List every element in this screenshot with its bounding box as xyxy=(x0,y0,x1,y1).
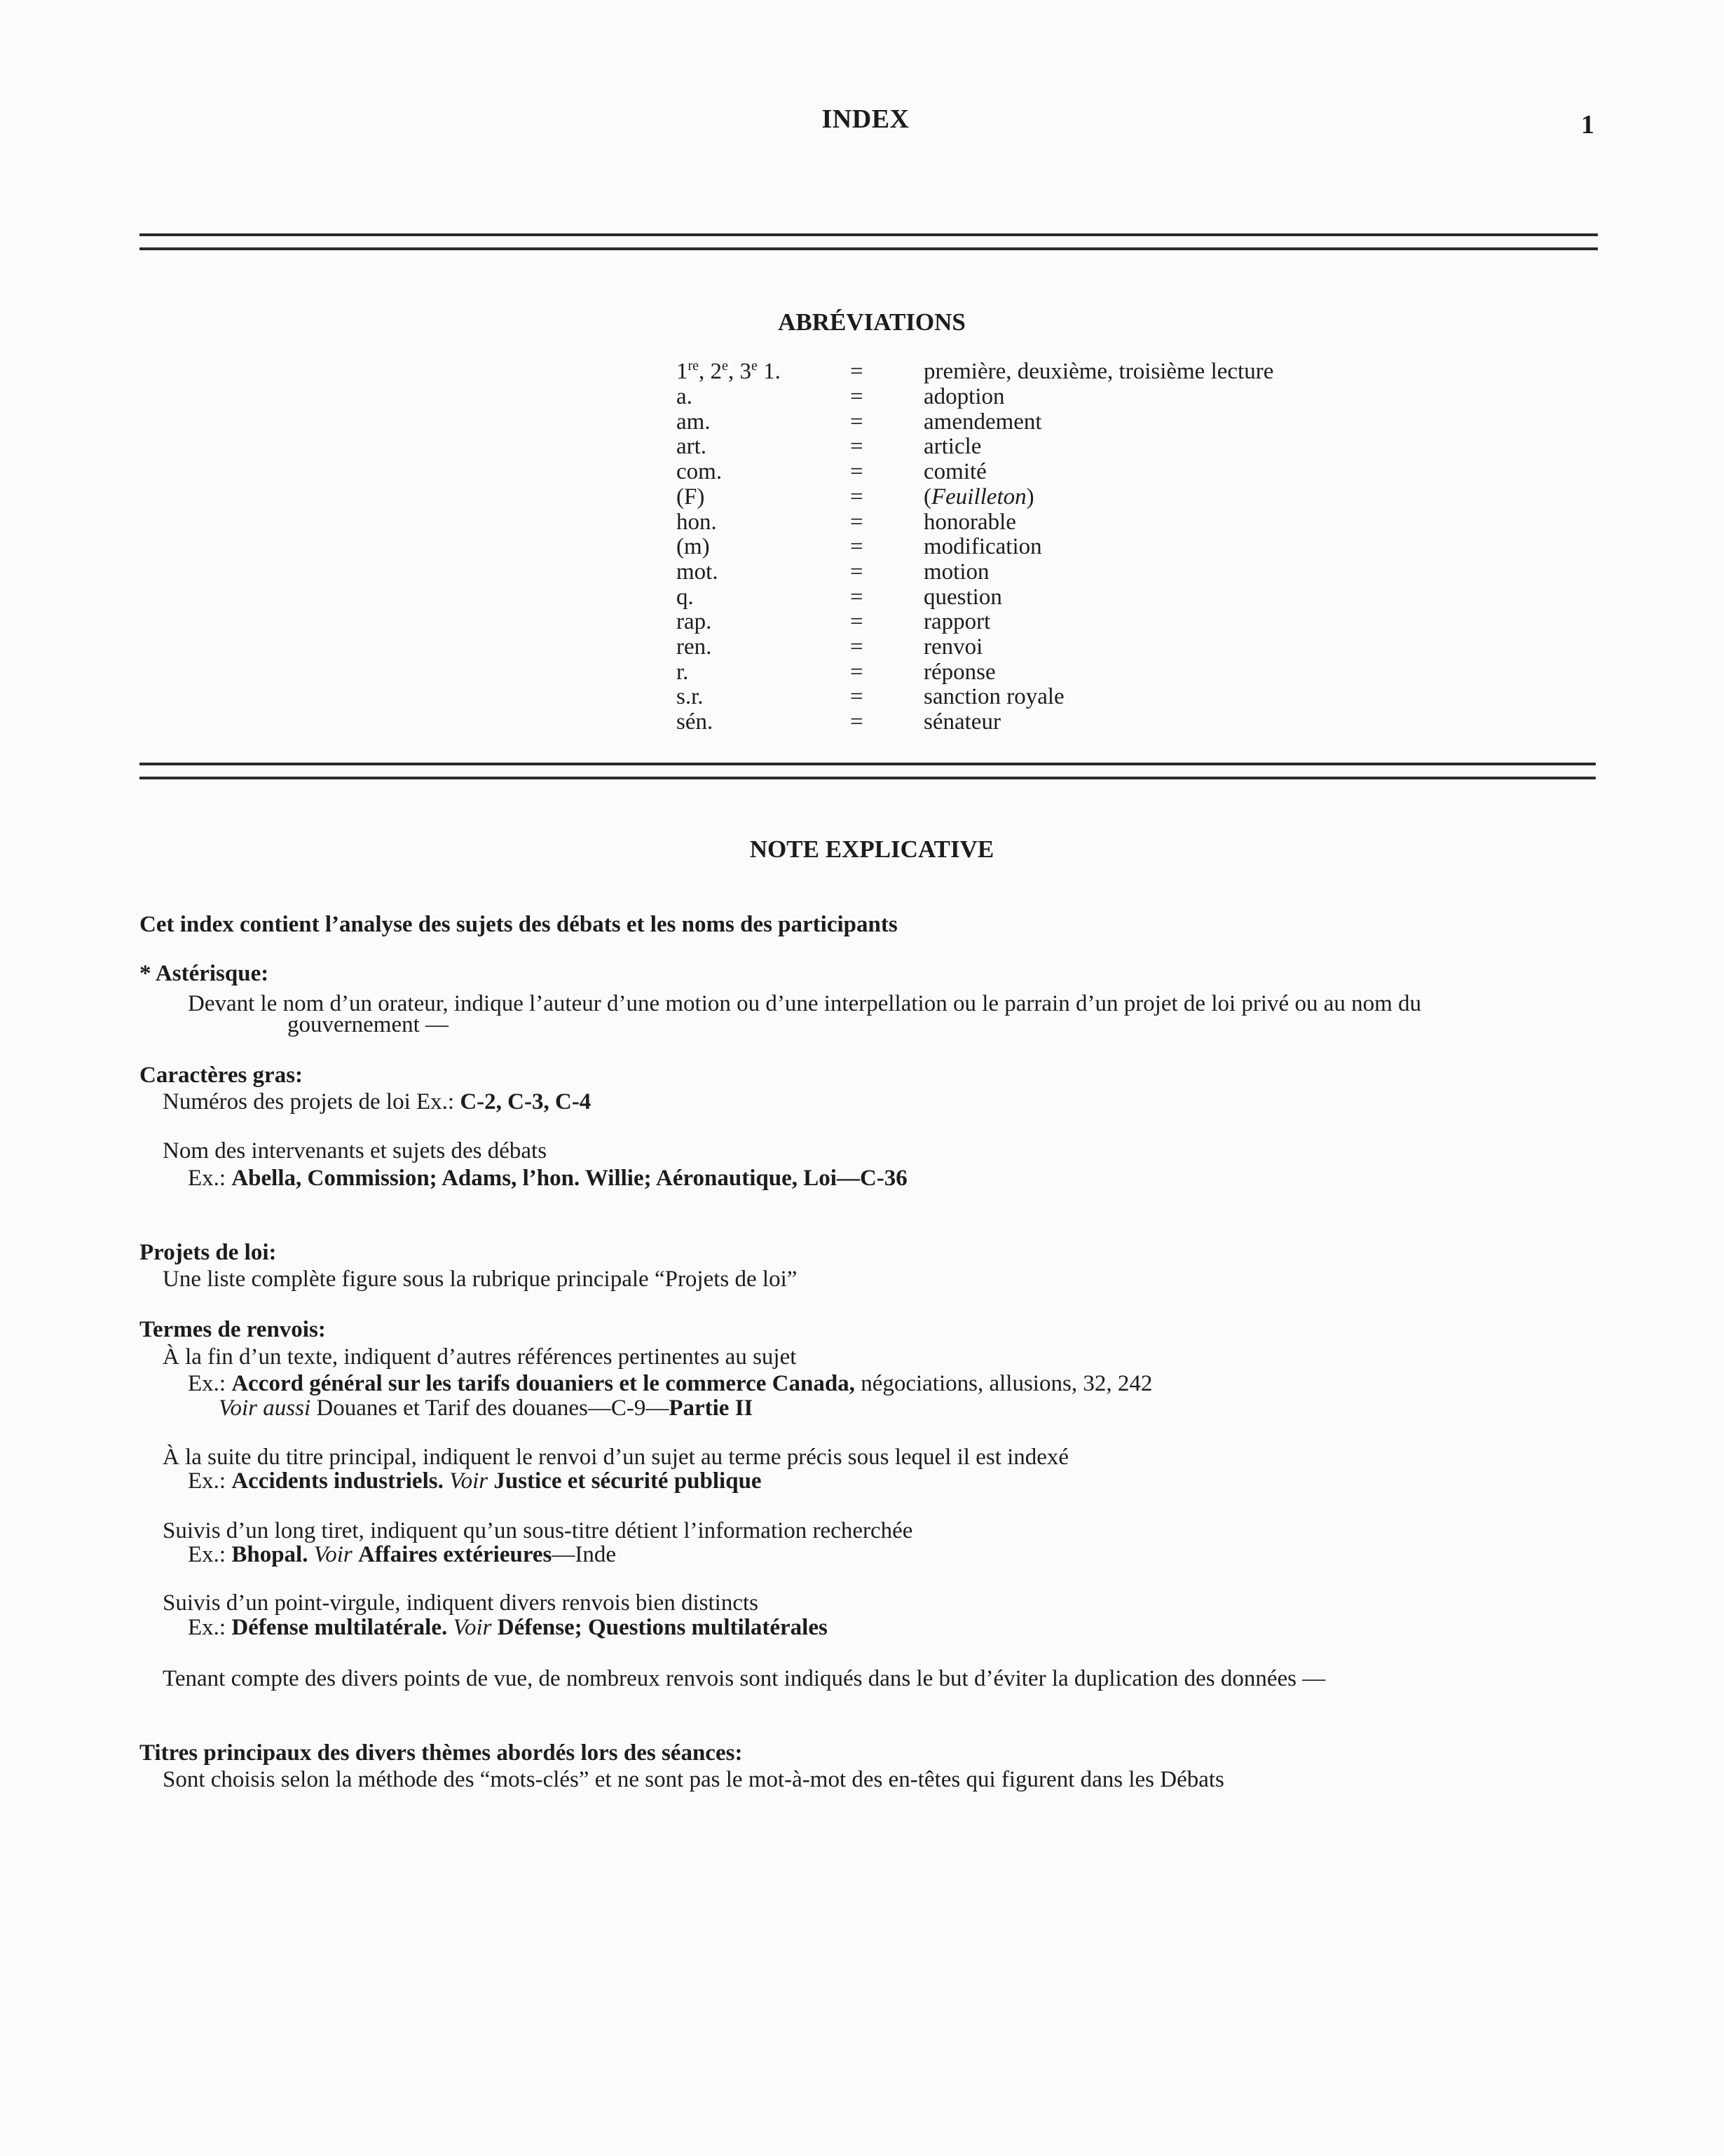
abbreviation-value: modification xyxy=(924,534,1042,559)
abbreviation-value: question xyxy=(924,585,1002,610)
abbreviation-row xyxy=(0,409,1724,435)
divider-top-2 xyxy=(139,247,1598,250)
refs-heading: Termes de renvois: xyxy=(139,1317,326,1342)
page-number: 1 xyxy=(1581,110,1594,139)
equals-sign: = xyxy=(850,585,863,610)
asterisk-text-line2: gouvernement — xyxy=(287,1012,449,1037)
abbreviation-value: article xyxy=(924,434,982,459)
refs-semicolon-text: Suivis d’un point-virgule, indiquent divers renvois bien distincts xyxy=(163,1590,758,1616)
equals-sign: = xyxy=(850,684,863,709)
abbreviation-row xyxy=(0,585,1724,610)
refs-see-also-example: Voir aussi Douanes et Tarif des douanes—C-9—Partie II xyxy=(219,1396,753,1421)
note-intro: Cet index contient l’analyse des sujets des débats et les noms des participants xyxy=(139,912,898,937)
abbreviation-key: a. xyxy=(676,384,692,409)
equals-sign: = xyxy=(850,359,863,384)
abbreviation-key: r. xyxy=(676,660,689,685)
abbreviation-key: am. xyxy=(676,409,711,435)
titles-heading: Titres principaux des divers thèmes abordés lors des séances: xyxy=(139,1740,743,1766)
abbreviation-row xyxy=(0,660,1724,685)
abbreviation-value: adoption xyxy=(924,384,1005,409)
asterisk-text-line1: Devant le nom d’un orateur, indique l’auteur d’une motion ou d’une interpellation ou le parrain d’un projet de loi privé ou au nom du xyxy=(188,991,1422,1016)
abbreviation-key: (m) xyxy=(676,534,710,559)
equals-sign: = xyxy=(850,709,863,735)
abbreviation-key: s.r. xyxy=(676,684,704,709)
abbreviation-key: art. xyxy=(676,434,707,459)
abbreviation-value: comité xyxy=(924,459,987,484)
equals-sign: = xyxy=(850,384,863,409)
divider-mid-2 xyxy=(139,777,1596,779)
abbreviation-key: q. xyxy=(676,585,694,610)
bold-chars-names-example: Ex.: Abella, Commission; Adams, l’hon. Willie; Aéronautique, Loi—C-36 xyxy=(188,1166,908,1191)
equals-sign: = xyxy=(850,634,863,660)
abbreviation-row xyxy=(0,559,1724,585)
abbreviation-value: motion xyxy=(924,559,990,585)
abbreviation-value: sénateur xyxy=(924,709,1001,735)
abbreviation-row xyxy=(0,384,1724,409)
abbreviation-row xyxy=(0,484,1724,510)
abbreviation-key: 1re, 2e, 3e 1. xyxy=(676,358,781,384)
refs-closing-text: Tenant compte des divers points de vue, de nombreux renvois sont indiqués dans le but d’éviter la duplication des données — xyxy=(163,1666,1326,1691)
refs-end-text: À la fin d’un texte, indiquent d’autres références pertinentes au sujet xyxy=(163,1344,797,1370)
abbreviation-value: honorable xyxy=(924,510,1016,535)
abbreviation-key: sén. xyxy=(676,709,713,735)
equals-sign: = xyxy=(850,660,863,685)
abbreviation-row xyxy=(0,510,1724,535)
abbreviation-key: mot. xyxy=(676,559,718,585)
abbreviation-key: ren. xyxy=(676,634,712,660)
bold-chars-names-label: Nom des intervenants et sujets des débats xyxy=(163,1138,547,1164)
refs-after-title-text: À la suite du titre principal, indiquent le renvoi d’un sujet au terme précis sous lequel il est indexé xyxy=(163,1445,1069,1470)
abbreviation-key: (F) xyxy=(676,484,705,510)
abbreviation-key: rap. xyxy=(676,609,712,634)
refs-dash-text: Suivis d’un long tiret, indiquent qu’un sous-titre détient l’information recherchée xyxy=(163,1518,913,1543)
bills-heading: Projets de loi: xyxy=(139,1240,277,1265)
abbreviation-value: renvoi xyxy=(924,634,983,660)
abbreviation-row xyxy=(0,534,1724,559)
equals-sign: = xyxy=(850,459,863,484)
abbreviation-row xyxy=(0,634,1724,660)
divider-top-1 xyxy=(139,233,1598,236)
equals-sign: = xyxy=(850,409,863,435)
page-title: INDEX xyxy=(821,104,910,134)
abbreviation-key: com. xyxy=(676,459,723,484)
equals-sign: = xyxy=(850,559,863,585)
abbreviation-row xyxy=(0,709,1724,735)
equals-sign: = xyxy=(850,609,863,634)
note-title: NOTE EXPLICATIVE xyxy=(749,835,994,863)
abbreviations-title: ABRÉVIATIONS xyxy=(778,308,966,336)
titles-text: Sont choisis selon la méthode des “mots-clés” et ne sont pas le mot-à-mot des en-têtes qui figurent dans les Débats xyxy=(163,1767,1224,1792)
divider-mid-1 xyxy=(139,763,1596,765)
abbreviation-row xyxy=(0,359,1724,384)
abbreviation-key: hon. xyxy=(676,510,717,535)
abbreviation-row xyxy=(0,459,1724,484)
equals-sign: = xyxy=(850,434,863,459)
equals-sign: = xyxy=(850,534,863,559)
refs-end-example: Ex.: Accord général sur les tarifs douaniers et le commerce Canada, négociations, allusions, 32, 242 xyxy=(188,1371,1153,1396)
equals-sign: = xyxy=(850,484,863,510)
abbreviation-value: rapport xyxy=(924,609,991,634)
bills-text: Une liste complète figure sous la rubrique principale “Projets de loi” xyxy=(163,1267,798,1292)
abbreviation-value: première, deuxième, troisième lecture xyxy=(924,359,1274,384)
abbreviation-value: réponse xyxy=(924,660,996,685)
abbreviation-row xyxy=(0,434,1724,459)
abbreviation-value: sanction royale xyxy=(924,684,1065,709)
asterisk-heading: * Astérisque: xyxy=(139,961,269,986)
abbreviation-row xyxy=(0,609,1724,634)
bold-chars-heading: Caractères gras: xyxy=(139,1063,303,1088)
abbreviation-value: amendement xyxy=(924,409,1042,435)
abbreviation-row xyxy=(0,684,1724,709)
refs-example-3: Ex.: Défense multilatérale. Voir Défense; Questions multilatérales xyxy=(188,1615,828,1640)
refs-example-2: Ex.: Bhopal. Voir Affaires extérieures—Inde xyxy=(188,1542,617,1567)
bold-chars-bills-line: Numéros des projets de loi Ex.: C-2, C-3, C-4 xyxy=(163,1089,591,1114)
abbreviation-value: (Feuilleton) xyxy=(924,484,1034,510)
equals-sign: = xyxy=(850,510,863,535)
refs-example-1: Ex.: Accidents industriels. Voir Justice et sécurité publique xyxy=(188,1468,762,1494)
